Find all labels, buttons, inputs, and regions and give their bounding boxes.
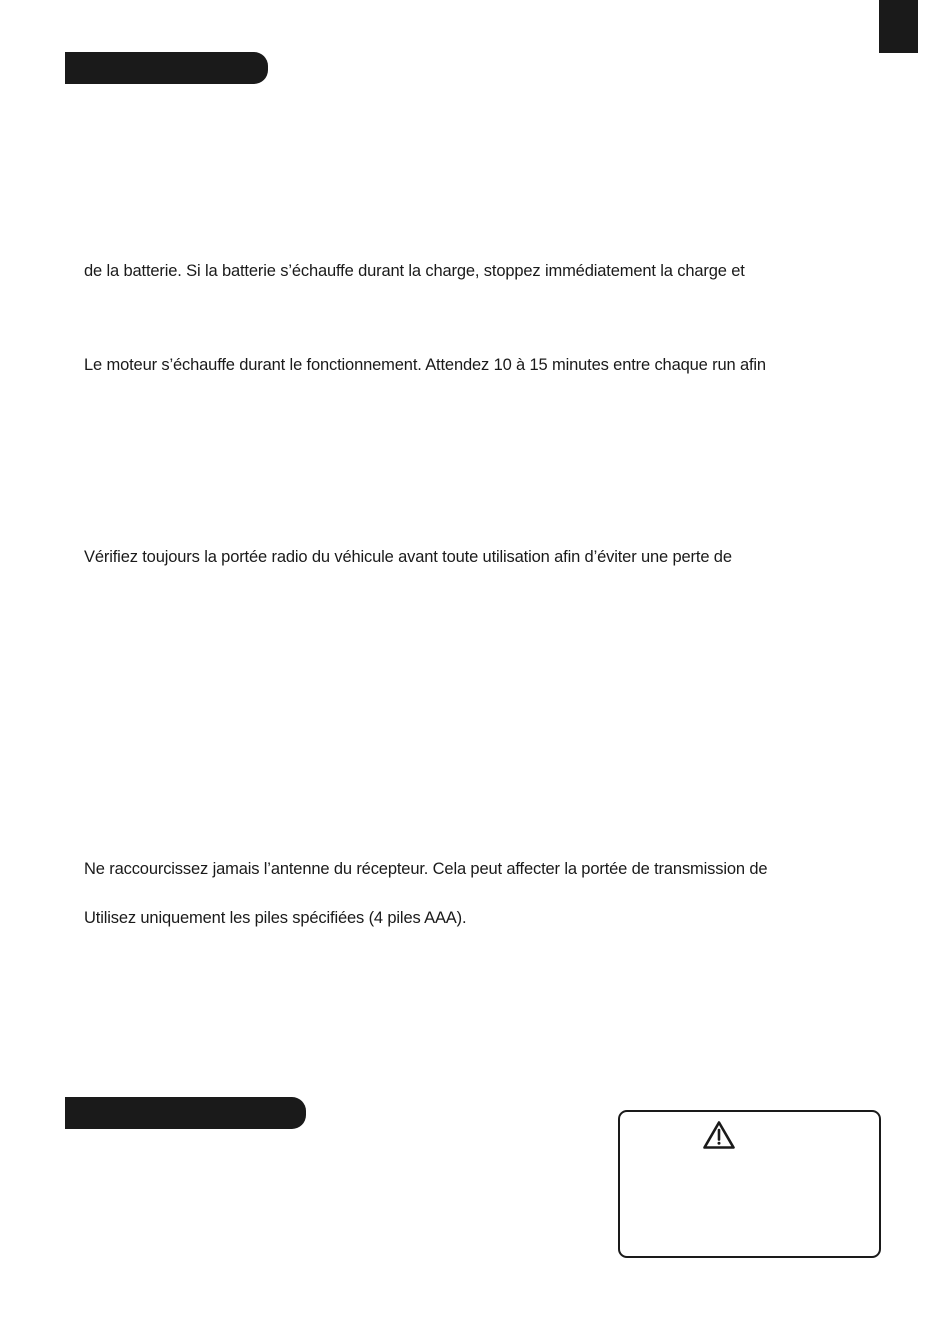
section-header-bar-top	[65, 52, 268, 84]
paragraph-motor-heat: Le moteur s’échauffe durant le fonctionnement. Attendez 10 à 15 minutes entre chaque run afin	[84, 356, 766, 374]
paragraph-battery-charge: de la batterie. Si la batterie s’échauffe durant la charge, stoppez immédiatement la charge et	[84, 262, 745, 280]
paragraph-antenna: Ne raccourcissez jamais l’antenne du récepteur. Cela peut affecter la portée de transmission de	[84, 860, 768, 878]
section-header-bar-bottom	[65, 1097, 306, 1129]
page-tab-marker	[879, 0, 918, 53]
warning-triangle-icon	[702, 1120, 736, 1150]
paragraph-radio-range: Vérifiez toujours la portée radio du véhicule avant toute utilisation afin d’éviter une perte de	[84, 548, 732, 566]
paragraph-batteries-aaa: Utilisez uniquement les piles spécifiées (4 piles AAA).	[84, 909, 467, 927]
warning-box	[618, 1110, 881, 1258]
